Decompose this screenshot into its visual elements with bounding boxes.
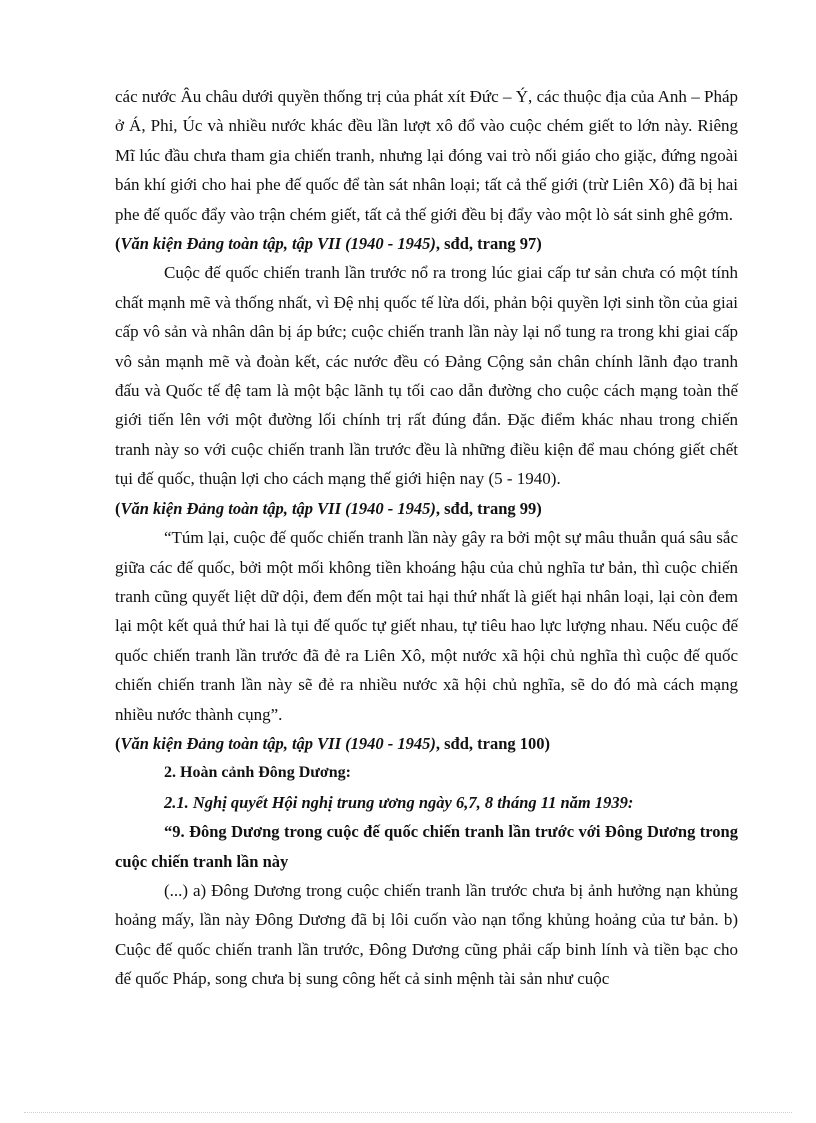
citation-title: Văn kiện Đảng toàn tập, tập VII (1940 - 1945) <box>120 733 436 753</box>
citation-title: Văn kiện Đảng toàn tập, tập VII (1940 - 1945) <box>120 498 436 518</box>
paragraph-4: (...) a) Đông Dương trong cuộc chiến tranh lần trước chưa bị ảnh hưởng nạn khủng hoảng mấy, lần này Đông Dương đã bị lôi cuốn vào nạn tổng khủng hoảng của tư bản. b) Cuộc đế quốc chiến tranh lần trước, Đông Dương cũng phải cấp binh lính và tiền bạc cho đế quốc Pháp, song chưa bị sung công hết cả sinh mệnh tài sản như cuộc <box>115 880 738 989</box>
citation-rest: , sđd, trang 100) <box>435 733 551 753</box>
document-body <box>115 82 738 994</box>
citation-open: ( <box>115 234 121 254</box>
paragraph-2: Cuộc đế quốc chiến tranh lần trước nổ ra trong lúc giai cấp tư sản chưa có một tính chất mạnh mẽ và thống nhất, vì Đệ nhị quốc tế lừa dối, phản bội quyền lợi sinh tồn của giai cấp vô sản và nhân dân bị áp bức; cuộc chiến tranh lần này lại nổ tung ra trong khi giai cấp vô sản mạnh mẽ và đoàn kết, các nước đều có Đảng Cộng sản chân chính lãnh đạo tranh đấu và Quốc tế đệ tam là một bậc lãnh tụ tối cao dẫn đường cho cuộc cách mạng toàn thế giới tiến lên với một đường lối chính trị rất đúng đắn. Đặc điểm khác nhau trong chiến tranh này so với cuộc chiến tranh lần trước đều là những điều kiện để mau chóng giết chết tụi đế quốc, thuận lợi cho cách mạng thế giới hiện nay (5 - 1940). <box>115 263 738 489</box>
section-heading: 2. Hoàn cảnh Đông Dương: <box>164 764 351 782</box>
citation-title: Văn kiện Đảng toàn tập, tập VII (1940 - 1945) <box>120 234 436 254</box>
citation-2 <box>115 494 738 523</box>
paragraph-3: “Túm lại, cuộc đế quốc chiến tranh lần này gây ra bởi một sự mâu thuẫn quá sâu sắc giữa các đế quốc, bởi một mối không tiền khoáng hậu của chủ nghĩa tư bản, thì cuộc chiến tranh cũng quyết liệt dữ dội, đem đến một tai hại thứ nhất là giết hại nhân loại, lại còn đem lại một kết quả thứ hai là tụi đế quốc tự giết nhau, tự tiêu hao lực lượng nhau. Nếu cuộc đế quốc chiến tranh lần trước đã đẻ ra Liên Xô, một nước xã hội chủ nghĩa thì cuộc đế quốc chiến chiến tranh lần này sẽ đẻ ra nhiều nước xã hội chủ nghĩa, sẽ do đó mà cách mạng nhiều nước thành cụng”. <box>115 528 738 724</box>
citation-open: ( <box>115 498 121 518</box>
citation-3 <box>115 729 738 758</box>
paragraph-1: các nước Âu châu dưới quyền thống trị của phát xít Đức – Ý, các thuộc địa của Anh – Pháp ở Á, Phi, Úc và nhiều nước khác đều lần lượt xô đổ vào cuộc chém giết to lớn này. Riêng Mĩ lúc đầu chưa tham gia chiến tranh, nhưng lại đóng vai trò nối giáo cho giặc, đứng ngoài bán khí giới cho hai phe đế quốc để tàn sát nhân loại; tất cả thế giới (trừ Liên Xô) đã bị hai phe đế quốc đẩy vào trận chém giết, tất cả thế giới đều bị đẩy vào một lò sát sinh ghê gớm. <box>115 87 738 224</box>
citation-1 <box>115 229 738 258</box>
citation-open: ( <box>115 733 121 753</box>
citation-rest: , sđd, trang 97) <box>435 234 542 254</box>
subsection-heading: 2.1. Nghị quyết Hội nghị trung ương ngày 6,7, 8 tháng 11 năm 1939: <box>164 792 634 812</box>
citation-rest: , sđd, trang 99) <box>435 498 542 518</box>
page-bottom-divider <box>24 1112 792 1113</box>
bold-paragraph: “9. Đông Dương trong cuộc đế quốc chiến tranh lần trước với Đông Dương trong cuộc chiến tranh lần này <box>115 822 738 871</box>
